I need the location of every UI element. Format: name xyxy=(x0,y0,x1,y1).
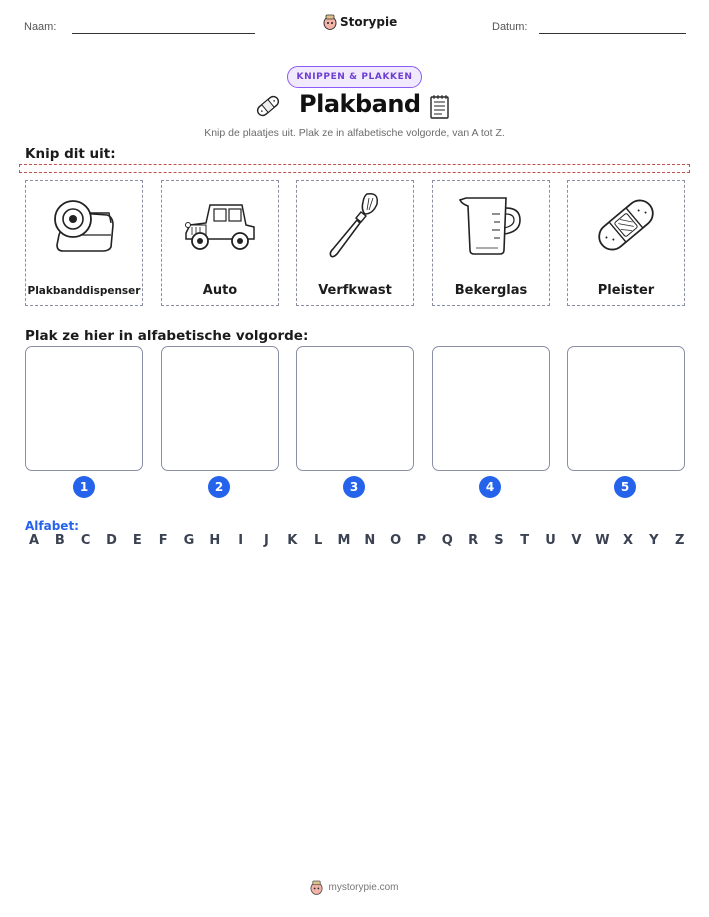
alphabet-letter: T xyxy=(520,533,530,548)
measuring-beaker-icon xyxy=(456,192,526,258)
alphabet-letter: L xyxy=(313,533,323,548)
card-label: Auto xyxy=(202,283,238,298)
footer xyxy=(0,880,709,895)
brand-logo xyxy=(323,14,397,30)
footer-url[interactable]: mystorypie.com xyxy=(328,882,399,893)
alphabet-letter: E xyxy=(132,533,142,548)
paintbrush-icon xyxy=(325,190,385,260)
cut-card[interactable] xyxy=(296,180,414,306)
alphabet-letter: Z xyxy=(674,533,685,548)
storypie-mascot-icon xyxy=(323,14,337,30)
alphabet-letter: Q xyxy=(441,533,453,548)
brand-name: Storypie xyxy=(340,15,398,29)
alphabet-letter: S xyxy=(494,533,504,548)
paste-box[interactable] xyxy=(161,346,279,471)
card-label: Pleister xyxy=(597,283,655,298)
cut-card[interactable] xyxy=(161,180,279,306)
alphabet-letter: C xyxy=(80,533,91,548)
alphabet-letter: I xyxy=(238,533,244,548)
card-label: Verfkwast xyxy=(318,283,392,298)
cut-card[interactable] xyxy=(567,180,685,306)
page-title: Plakband xyxy=(299,90,421,118)
card-label: Bekerglas xyxy=(454,283,528,298)
card-label: Plakbanddispenser xyxy=(27,285,141,297)
instructions: Knip de plaatjes uit. Plak ze in alfabetische volgorde, van A tot Z. xyxy=(204,127,505,139)
activity-badge: KNIPPEN & PLAKKEN xyxy=(287,66,422,88)
slot-number: 1 xyxy=(73,476,95,498)
alphabet-letter: W xyxy=(595,533,610,548)
vintage-car-icon xyxy=(180,195,260,255)
alphabet-letter: K xyxy=(287,533,298,548)
bandage-icon xyxy=(591,192,661,258)
cut-heading: Knip dit uit: xyxy=(25,146,116,162)
alphabet-letter: O xyxy=(390,533,402,548)
date-line[interactable] xyxy=(539,33,686,34)
slot-number: 4 xyxy=(479,476,501,498)
slot-number: 3 xyxy=(343,476,365,498)
alphabet-letter: M xyxy=(337,533,351,548)
paste-box[interactable] xyxy=(296,346,414,471)
cut-card[interactable] xyxy=(432,180,550,306)
paste-box[interactable] xyxy=(432,346,550,471)
paste-box[interactable] xyxy=(567,346,685,471)
alphabet-letter: D xyxy=(106,533,117,548)
alphabet-letter: P xyxy=(416,533,427,548)
notepad-icon xyxy=(428,94,452,120)
alphabet-letter: B xyxy=(54,533,65,548)
alphabet-letter: R xyxy=(468,533,479,548)
alphabet-letter: F xyxy=(158,533,168,548)
tape-dispenser-icon xyxy=(49,195,119,255)
alphabet-row xyxy=(27,533,687,548)
name-line[interactable] xyxy=(72,33,255,34)
cut-card[interactable] xyxy=(25,180,143,306)
alphabet-letter: J xyxy=(264,533,269,548)
slot-number: 2 xyxy=(208,476,230,498)
slot-number: 5 xyxy=(614,476,636,498)
alphabet-letter: X xyxy=(623,533,634,548)
cut-line xyxy=(19,164,690,173)
alphabet-letter: Y xyxy=(649,533,659,548)
alphabet-letter: N xyxy=(364,533,376,548)
storypie-mascot-icon xyxy=(310,880,323,895)
name-label: Naam: xyxy=(24,21,57,33)
alphabet-letter: H xyxy=(209,533,221,548)
alphabet-letter: U xyxy=(545,533,556,548)
alphabet-heading: Alfabet: xyxy=(25,519,79,533)
bandage-icon xyxy=(254,92,282,120)
alphabet-letter: A xyxy=(28,533,40,548)
alphabet-letter: V xyxy=(571,533,582,548)
date-label: Datum: xyxy=(492,21,528,33)
paste-box[interactable] xyxy=(25,346,143,471)
paste-heading: Plak ze hier in alfabetische volgorde: xyxy=(25,328,309,344)
alphabet-letter: G xyxy=(183,533,195,548)
